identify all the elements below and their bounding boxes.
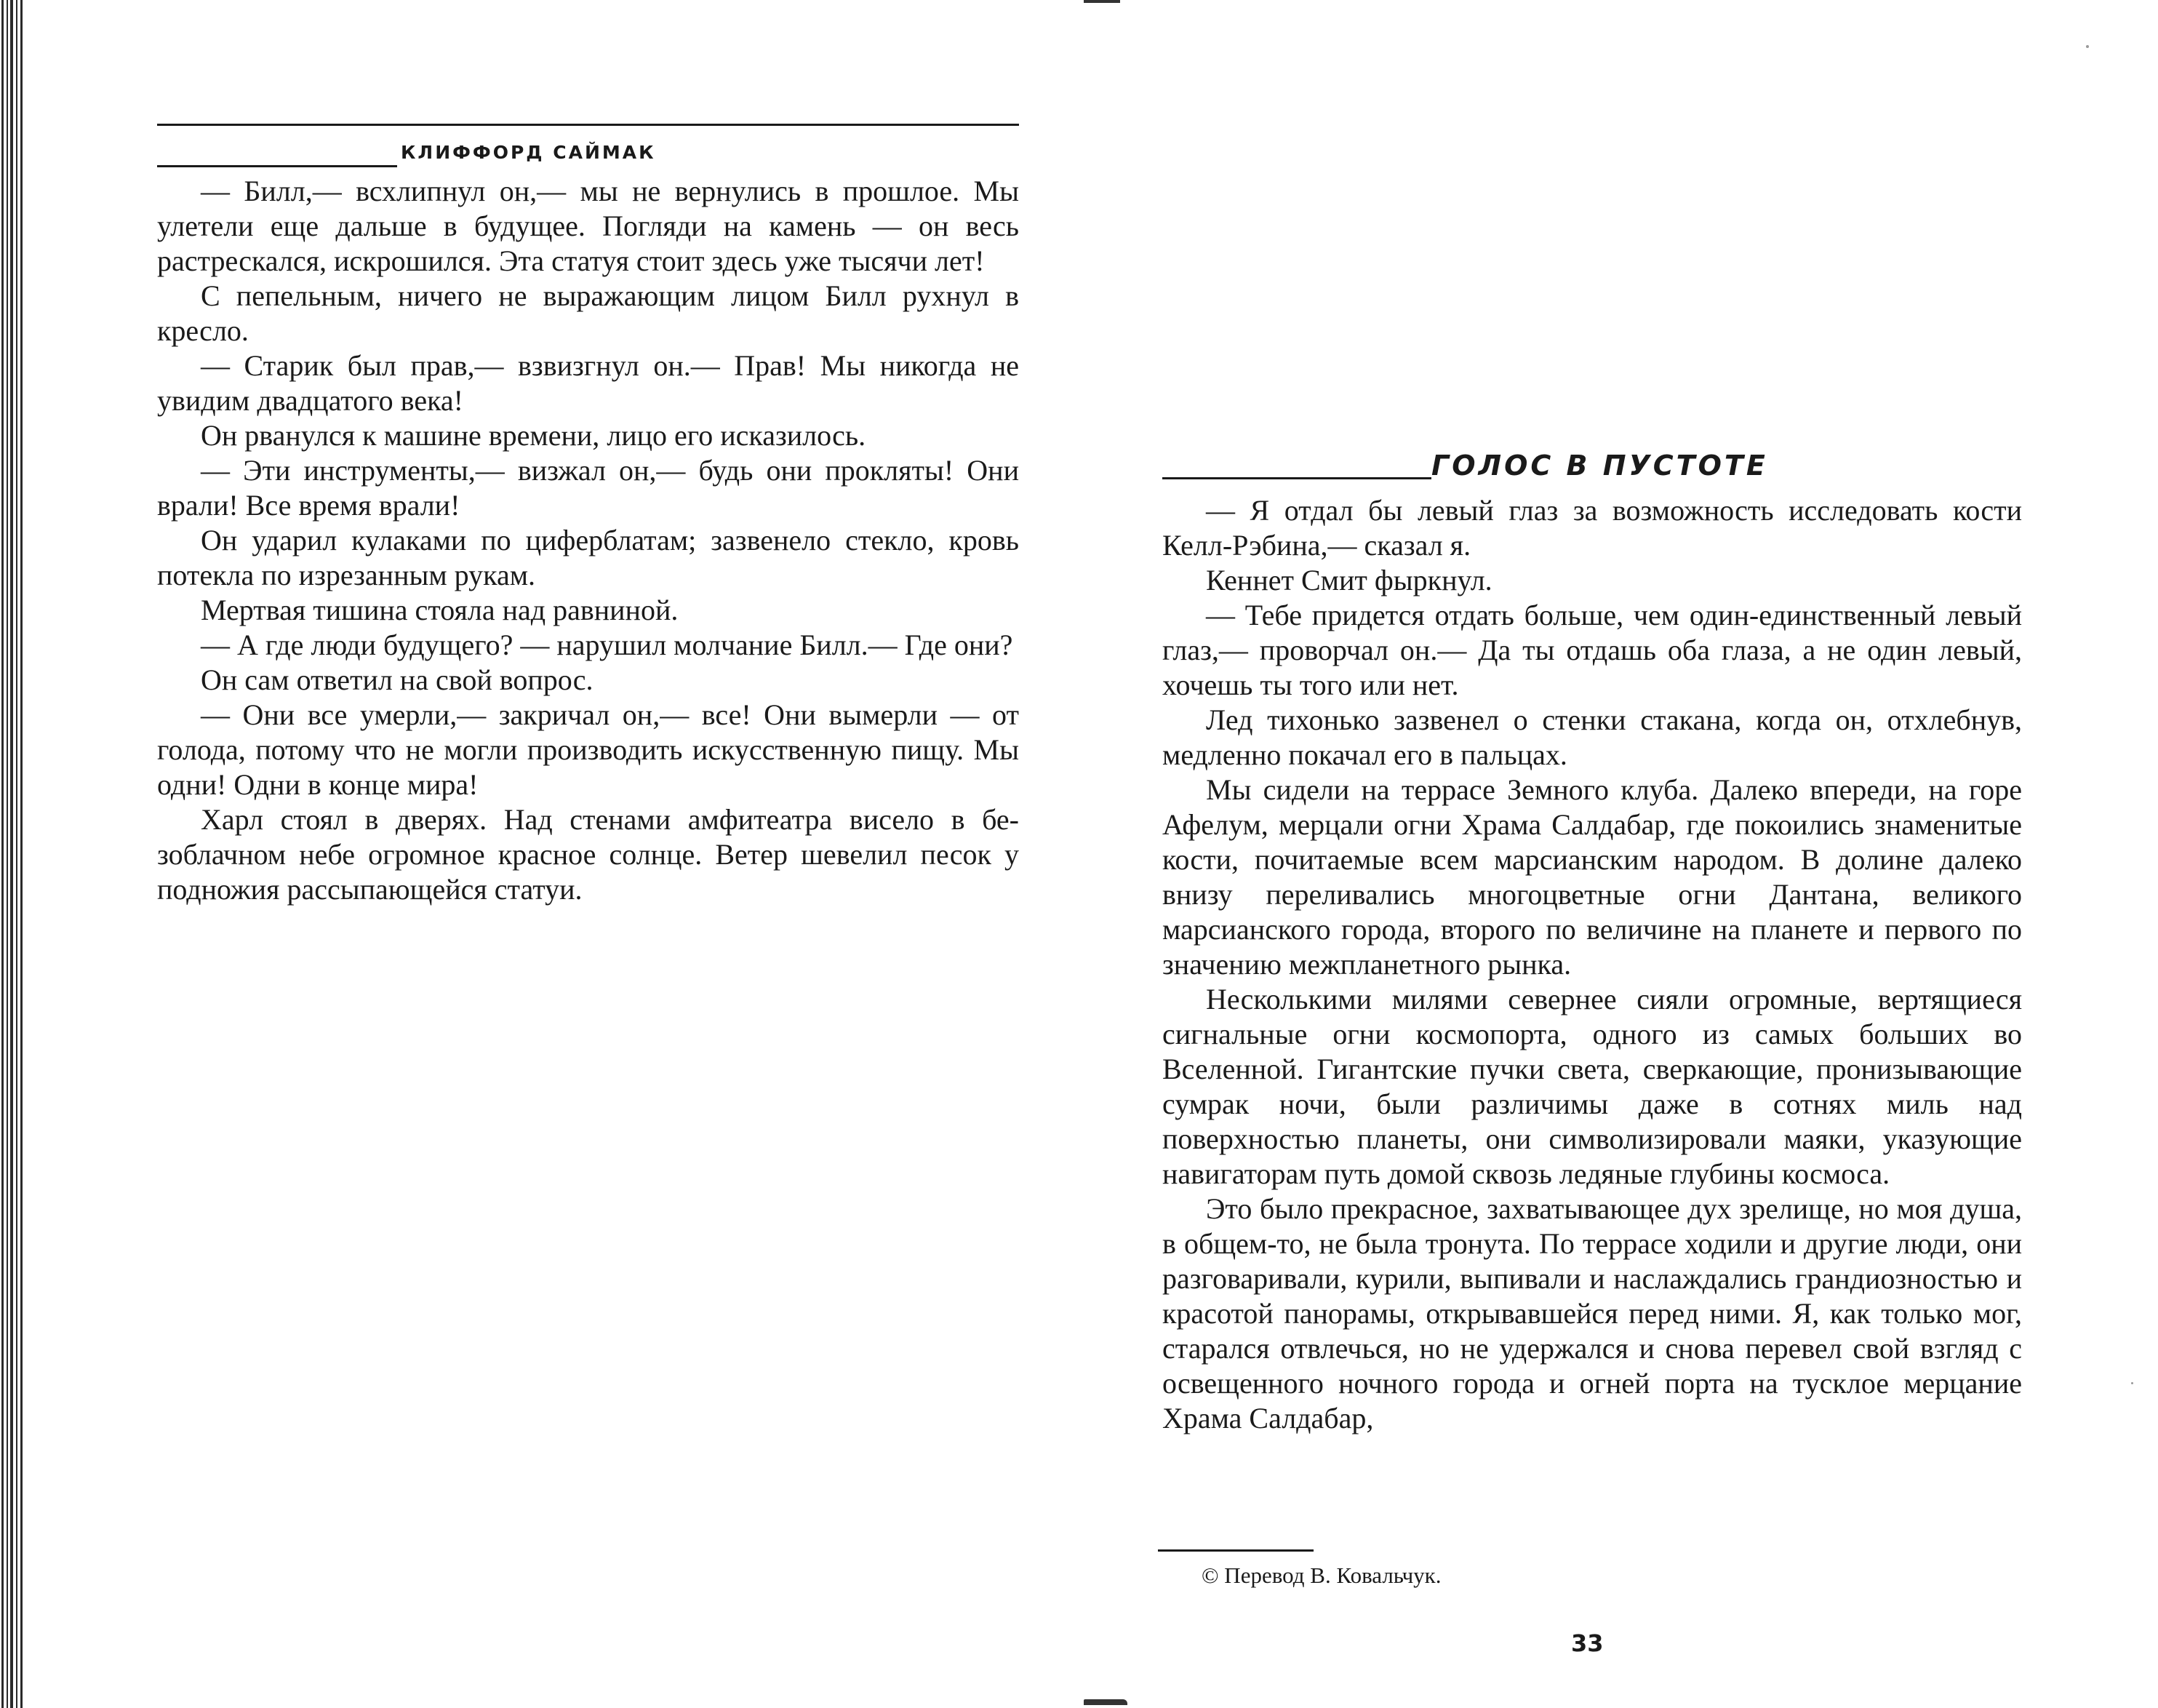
paragraph: Это было прекрасное, захватывающее дух зрелище, но моя душа, в общем-то, не была тронута. По террасе ходили и другие люди, они разговаривали, курили, выпивали и наслаждались грандиозностью и красотой панорамы, открывавшейся перед ними. Я, как только мог, старался отвлечься, но не удержался и снова перевел свой взгляд с освещенного ночного города и огней порта на тусклое мерцание Храма Салдабар, [1162,1192,2022,1434]
gutter-mark-bottom [1084,1699,1127,1705]
paragraph: — Они все умерли,— закричал он,— все! Они вымерли — от голода, потому что не могли производить искусственную пищу. Мы одни! Одни в конце мира! [157,698,1019,801]
gutter-mark-top [1084,0,1120,3]
paragraph: — Эти инструменты,— визжал он,— будь они прокляты! Они врали! Все время врали! [157,454,1019,522]
paragraph: Кеннет Смит фыркнул. [1206,564,1492,596]
paragraph: Он рванулся к машине времени, лицо его исказилось. [201,419,866,452]
paragraph: Он ударил кулаками по циферблатам; зазвенело стекло, кровь потекла по изрезанным рукам. [157,524,1019,591]
paragraph: Лед тихонько зазвенел о стенки стакана, когда он, отхлебнув, медленно покачал его в пальцах. [1162,703,2022,771]
right-page [1162,445,2022,1436]
scan-speck [2086,45,2089,48]
paragraph: — Тебе придется отдать больше, чем один-единственный левый глаз,— проворчал он.— Да ты отдашь оба глаза, а не один левый, хочешь ты того или нет. [1162,599,2022,701]
paragraph: — Билл,— всхлипнул он,— мы не вернулись в прошлое. Мы улетели еще дальше в будущее. Погляди на камень — он весь растрескался, искрошился. Эта статуя стоит здесь уже тысячи лет! [157,175,1019,277]
paragraph: Мертвая тишина стояла над равниной. [201,594,679,626]
running-head [157,124,1019,171]
right-page-text [1162,493,2022,1436]
footnote: © Перевод В. Ковальчук. [1202,1563,1442,1588]
page-number: 33 [1571,1629,1604,1657]
left-page-text [157,174,1019,907]
scan-speck [2131,1382,2133,1384]
left-page [157,124,1019,907]
running-head-title: КЛИФФОРД САЙМАК [401,142,656,163]
chapter-heading-rule [1162,477,1431,479]
paragraph: Он сам ответил на свой вопрос. [201,663,594,696]
paragraph: Мы сидели на террасе Земного клуба. Далеко впереди, на горе Афелум, мерцали огни Храма Салдабар, где покоились знаменитые кости, почитаемые всем марсианским народом. В долине далеко внизу переливались многоцветные огни Дантана, великого марсианского города, второго по величине на планете и первого по значению межпланетного рынка. [1162,773,2022,981]
chapter-title: ГОЛОС В ПУСТОТЕ [1431,450,1768,482]
paragraph: — Я отдал бы левый глаз за возможность исследовать кости Келл-Рэбина,— сказал я. [1162,494,2022,562]
paragraph: — А где люди будущего? — нарушил молчание Билл.— Где они? [201,628,1013,661]
scan-edge-artifact [0,0,29,1708]
chapter-heading [1162,445,2022,490]
footnote-rule [1158,1549,1314,1552]
paragraph: С пепельным, ничего не выражающим лицом Билл рухнул в кресло. [157,279,1019,347]
paragraph: Харл стоял в дверях. Над стенами амфитеатра висело в безоблачном небе огромное красное солнце. Ветер шевелил песок у подножия рассыпающейся статуи. [157,803,1019,906]
paragraph: — Старик был прав,— взвизгнул он.— Прав! Мы никогда не увидим двадцатого века! [157,349,1019,417]
paragraph: Несколькими милями севернее сияли огромные, вертящиеся сигнальные огни космопорта, одного из самых больших во Вселенной. Гигантские пучки света, сверкающие, пронизывающие сумрак ночи, были различимы даже в сотнях миль над поверхностью планеты, они символизировали маяки, указующие навигаторам путь домой сквозь ледяные глубины космоса. [1162,983,2022,1190]
running-head-rule [157,165,397,167]
